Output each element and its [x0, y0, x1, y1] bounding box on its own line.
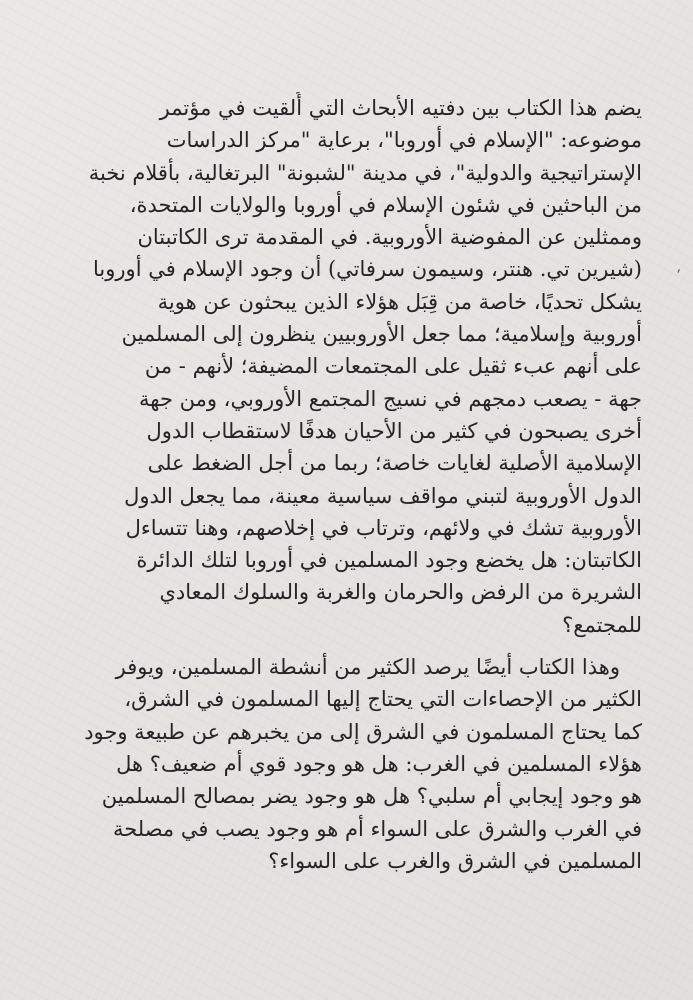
paragraph-1 [50, 92, 642, 641]
text-line: المسلمين في الشرق والغرب على السواء؟ [268, 848, 642, 873]
text-line: الدول الأوروبية لتبني مواقف سياسية معينة، مما يجعل الدول [124, 483, 642, 508]
paragraph-gap [50, 641, 642, 651]
text-line: الكثير من الإحصاءات التي يحتاج إليها المسلمون في الشرق، [124, 687, 642, 712]
text-line: (شيرين تي. هنتر، وسيمون سرفاتي) أن وجود الإسلام في أوروبا [93, 257, 642, 282]
text-line: من الباحثين في شئون الإسلام في أوروبا والولايات المتحدة، [129, 192, 642, 217]
text-line: الإسلامية الأصلية لغايات خاصة؛ ربما من أجل الضغط على [147, 451, 642, 476]
text-line: على أنهم عبء ثقيل على المجتمعات المضيفة؛ لأنهم - من [144, 354, 642, 379]
text-block [50, 92, 642, 877]
text-line: كما يحتاج المسلمون في الشرق إلى من يخبرهم عن طبيعة وجود [84, 719, 642, 744]
text-line: الشريرة من الرفض والحرمان والغربة والسلوك المعادي [159, 580, 642, 605]
text-line: وهذا الكتاب أيضًا يرصد الكثير من أنشطة المسلمين، ويوفر [115, 655, 620, 680]
text-line: يشكل تحديًا، خاصة من قِبَل هؤلاء الذين يبحثون عن هوية [157, 289, 642, 314]
text-line: يضم هذا الكتاب بين دفتيه الأبحاث التي أُلقيت في مؤتمر [159, 96, 642, 120]
text-line: جهة - يصعب دمجهم في نسيج المجتمع الأوروبي، ومن جهة [139, 386, 642, 411]
text-line: في الغرب والشرق على السواء أم هو وجود يصب في مصلحة [112, 816, 642, 841]
text-line: هؤلاء المسلمين في الغرب: هل هو وجود قوي أم ضعيف؟ هل [116, 751, 642, 776]
text-line: أوروبية وإسلامية؛ مما جعل الأوروبيين ينظرون إلى المسلمين [121, 322, 642, 347]
text-line: الأوروبية تشك في ولائهم، وترتاب في إخلاصهم، وهنا تتساءل [125, 515, 642, 540]
text-line: موضوعه: "الإسلام في أوروبا"، برعاية "مركز الدراسات [166, 128, 642, 153]
paragraph-2 [50, 651, 642, 877]
text-line: للمجتمع؟ [562, 612, 642, 637]
text-line: الإستراتيجية والدولية"، في مدينة "لشبونة" البرتغالية، بأقلام نخبة [88, 160, 642, 185]
margin-mark: ⸴ [677, 261, 681, 277]
text-line: الكاتبتان: هل يخضع وجود المسلمين في أوروبا لتلك الدائرة [136, 548, 642, 573]
text-line: وممثلين عن المفوضية الأوروبية. في المقدمة ترى الكاتبتان [137, 225, 642, 250]
text-line: أخرى يصبحون في كثير من الأحيان هدفًا لاستقطاب الدول [146, 418, 642, 443]
text-line: هو وجود إيجابي أم سلبي؟ هل هو وجود يضر بمصالح المسلمين [101, 784, 642, 809]
